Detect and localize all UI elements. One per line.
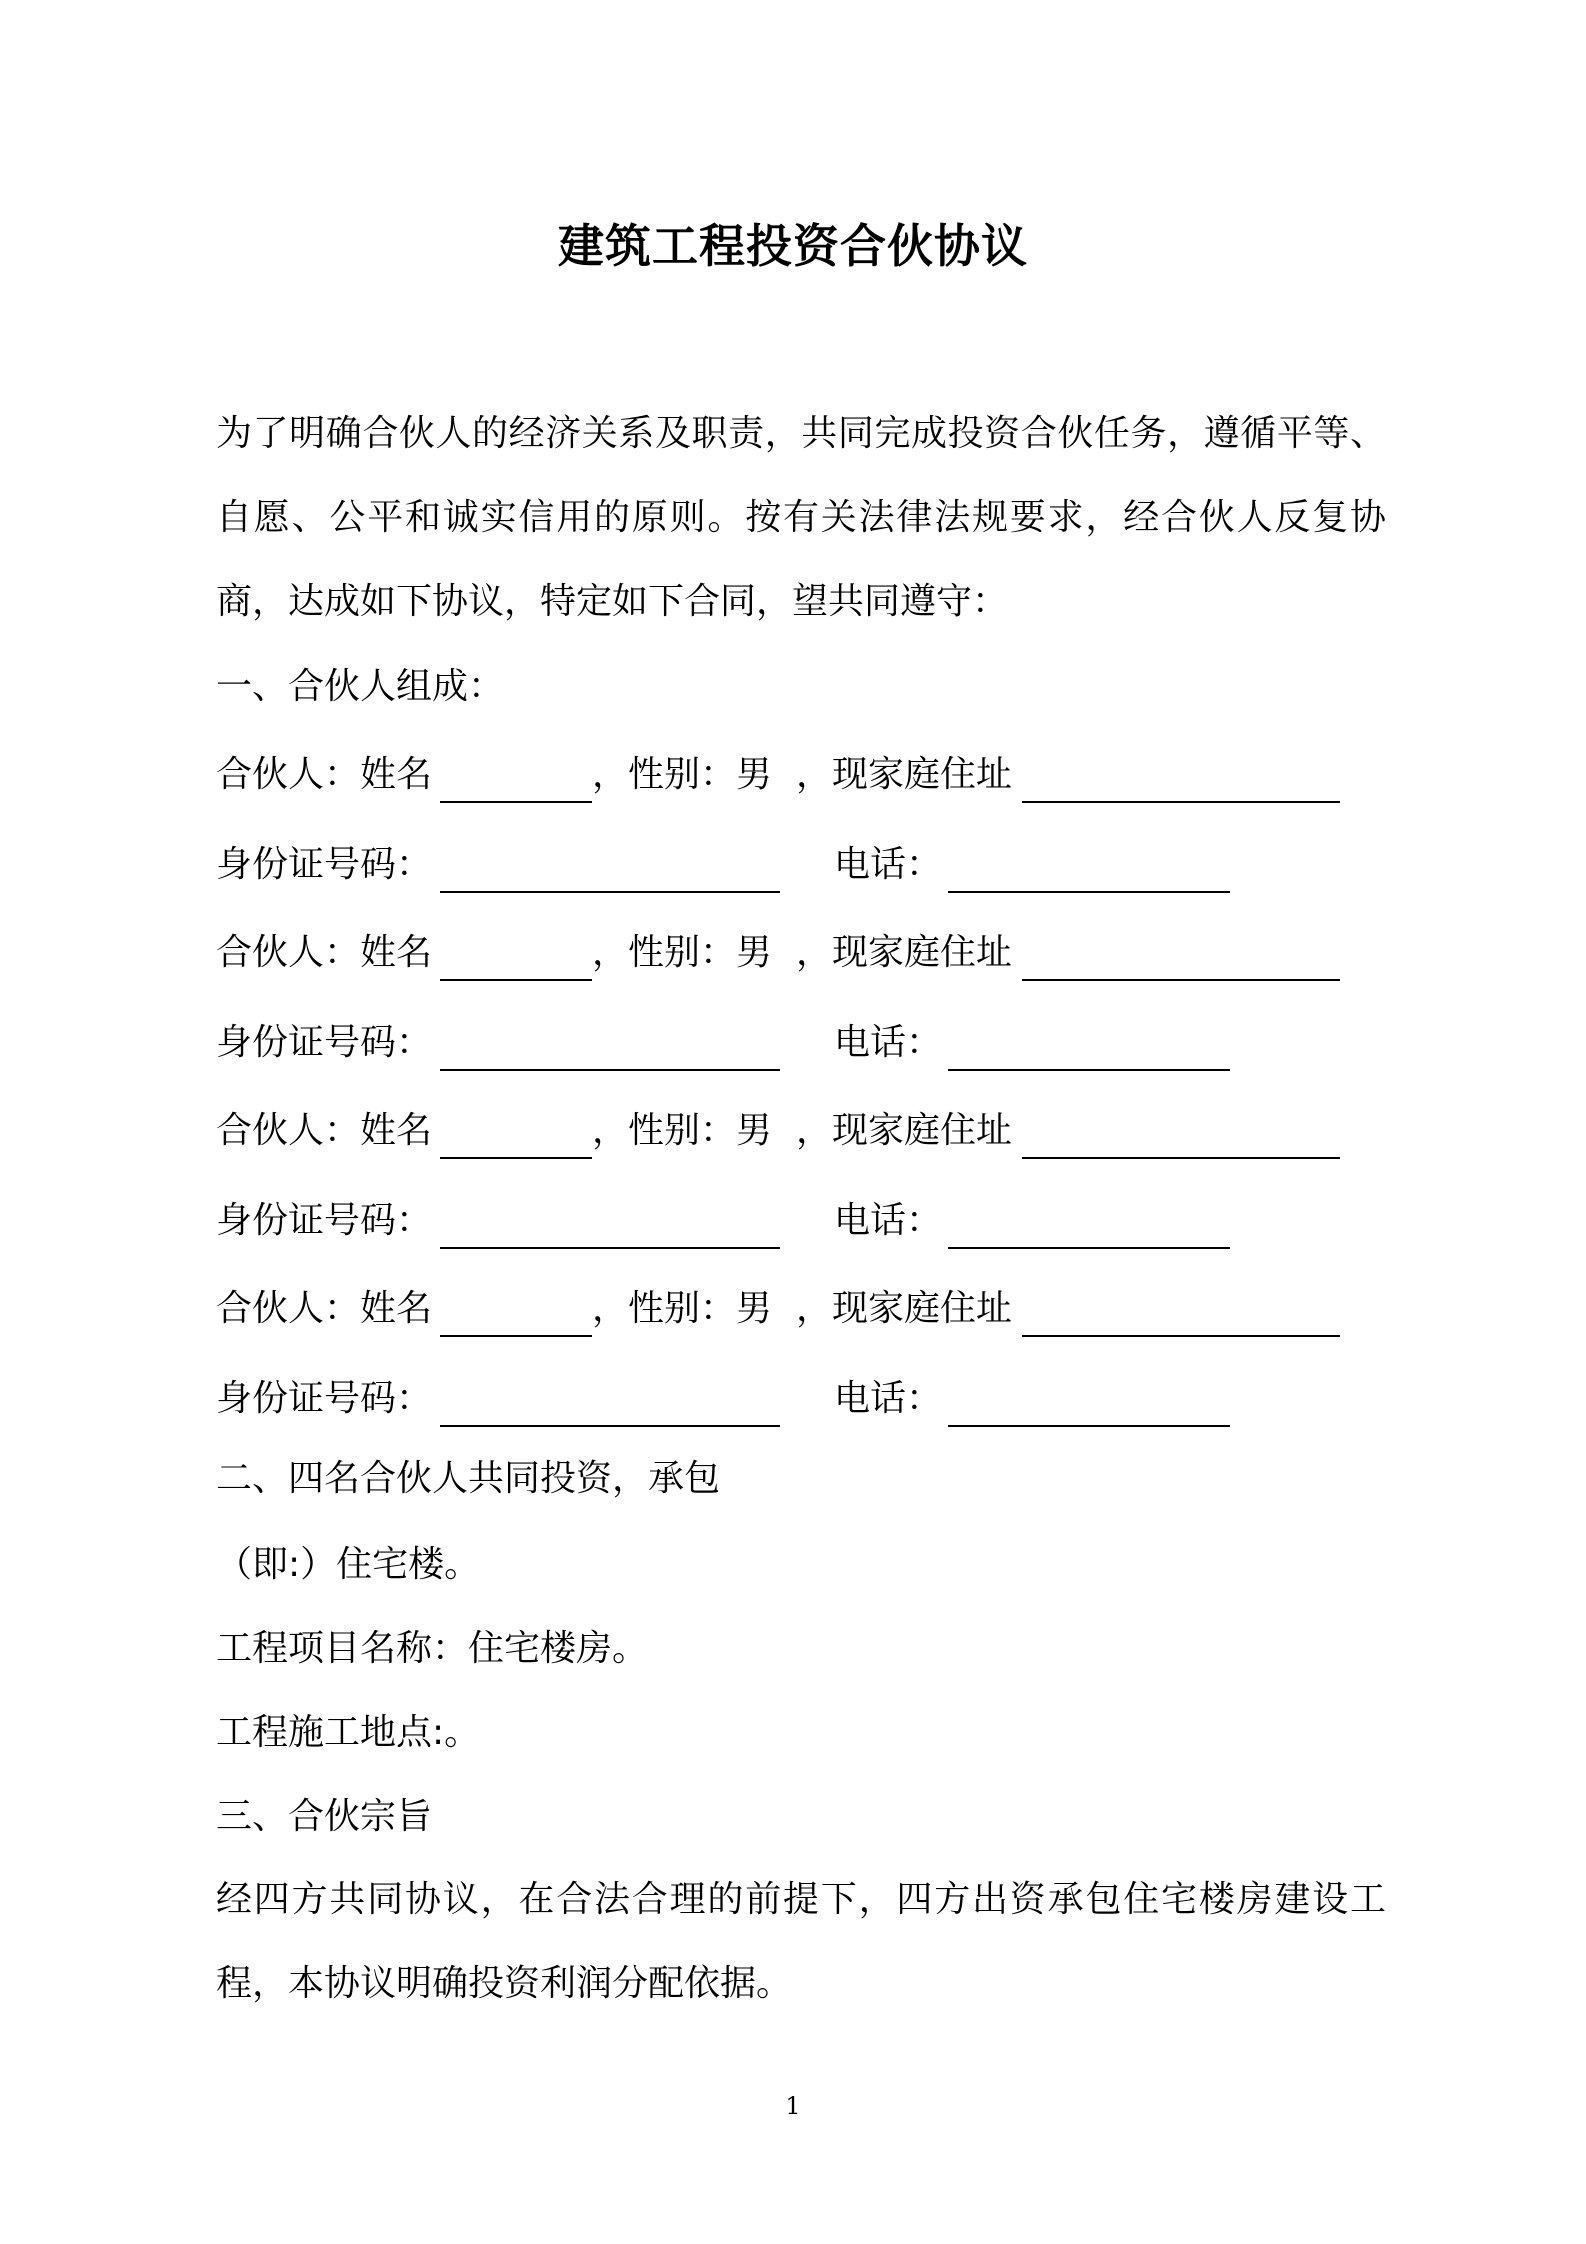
partner-gender-label: ，性别：男	[592, 932, 773, 973]
partner-name-label: 合伙人：姓名	[216, 932, 433, 973]
partner-phone-blank	[948, 891, 1230, 893]
partner-id-label: 身份证号码：	[216, 844, 433, 885]
partner-name-blank	[440, 979, 592, 981]
partner-name-label: 合伙人：姓名	[216, 1110, 433, 1151]
partner-address-blank	[1022, 1157, 1340, 1159]
intro-paragraph: 为了明确合伙人的经济关系及职责，共同完成投资合伙任务，遵循平等、自愿、公平和诚实信用的原则。按有关法律法规要求，经合伙人反复协商，达成如下协议，特定如下合同，望共同遵守：	[216, 413, 1386, 622]
partner-name-label: 合伙人：姓名	[216, 754, 433, 795]
partner-name-label: 合伙人：姓名	[216, 1288, 433, 1329]
partner-address-blank	[1022, 801, 1340, 803]
project-location: 工程施工地点:。	[216, 1712, 481, 1753]
section-3-body: 经四方共同协议，在合法合理的前提下，四方出资承包住宅楼房建设工程，本协议明确投资利润分配依据。	[216, 1879, 1386, 2004]
partner-name-blank	[440, 1157, 592, 1159]
partner-address-label: ，现家庭住址	[796, 754, 1013, 795]
document-title: 建筑工程投资合伙协议	[558, 219, 1028, 273]
partner-name-blank	[440, 801, 592, 803]
section-3-heading: 三、合伙宗旨	[216, 1796, 433, 1837]
partner-gender-label: ，性别：男	[592, 1110, 773, 1151]
partner-id-blank	[440, 891, 780, 893]
partner-gender-label: ，性别：男	[592, 754, 773, 795]
partner-name-blank	[440, 1335, 592, 1337]
partner-address-label: ，现家庭住址	[796, 1288, 1013, 1329]
partner-phone-label: 电话：	[834, 1022, 943, 1063]
partner-id-blank	[440, 1425, 780, 1427]
page-number: 1	[785, 2092, 801, 2120]
partner-id-blank	[440, 1247, 780, 1249]
partner-phone-label: 电话：	[834, 1200, 943, 1241]
partner-address-blank	[1022, 1335, 1340, 1337]
partner-id-label: 身份证号码：	[216, 1378, 433, 1419]
partner-address-blank	[1022, 979, 1340, 981]
section-1-heading: 一、合伙人组成：	[216, 666, 505, 707]
partner-phone-blank	[948, 1425, 1230, 1427]
partner-phone-blank	[948, 1247, 1230, 1249]
partner-phone-label: 电话：	[834, 844, 943, 885]
partner-phone-blank	[948, 1069, 1230, 1071]
partner-id-blank	[440, 1069, 780, 1071]
partner-gender-label: ，性别：男	[592, 1288, 773, 1329]
partner-id-label: 身份证号码：	[216, 1022, 433, 1063]
partner-id-label: 身份证号码：	[216, 1200, 433, 1241]
project-name: 工程项目名称：住宅楼房。	[216, 1628, 649, 1669]
partner-address-label: ，现家庭住址	[796, 1110, 1013, 1151]
section-2-detail: （即:）住宅楼。	[216, 1544, 481, 1585]
section-2-heading: 二、四名合伙人共同投资，承包	[216, 1458, 721, 1499]
partner-address-label: ，现家庭住址	[796, 932, 1013, 973]
partner-phone-label: 电话：	[834, 1378, 943, 1419]
